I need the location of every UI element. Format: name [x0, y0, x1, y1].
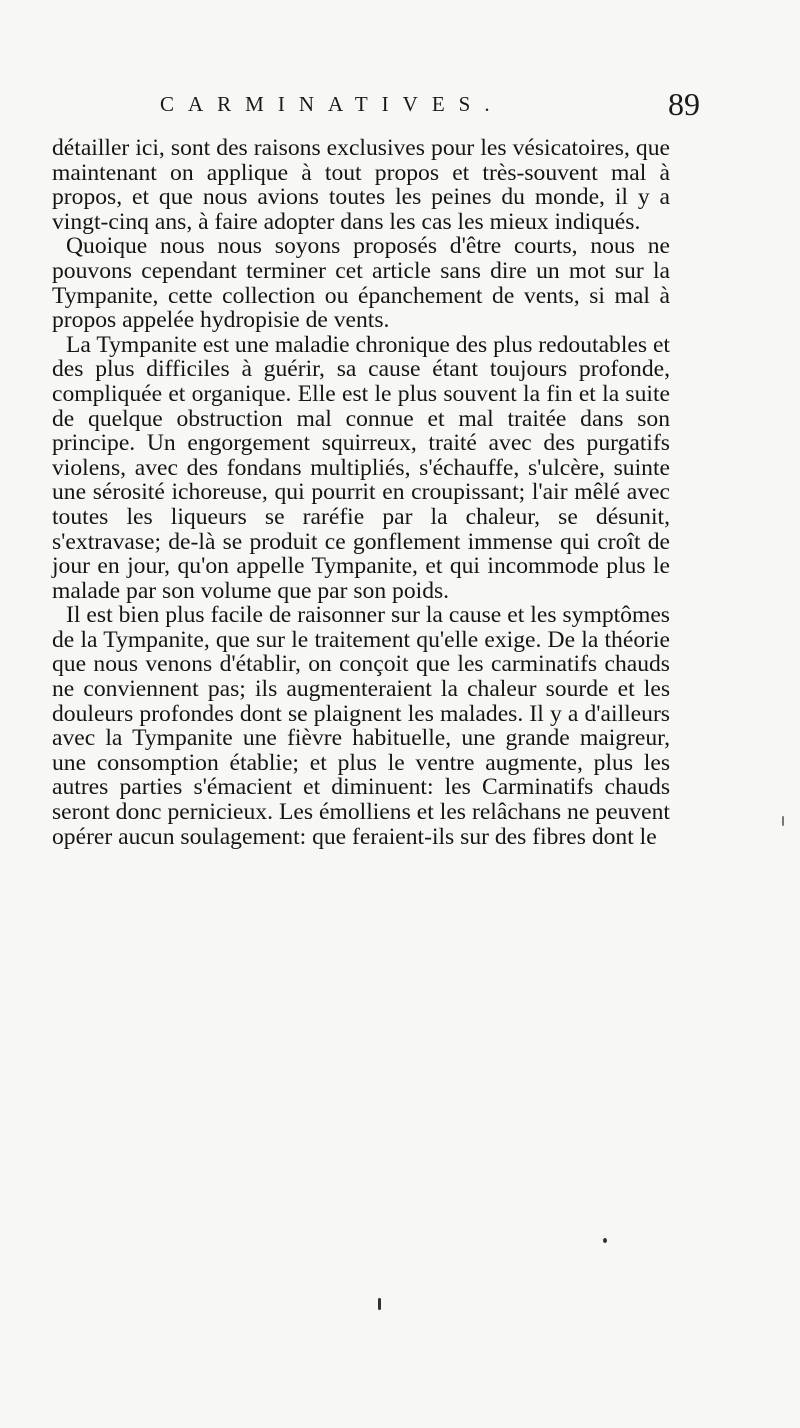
page-number: 89	[668, 86, 700, 122]
running-head: CARMINATIVES.	[160, 92, 504, 116]
paper-speck	[782, 816, 784, 826]
page-header	[160, 86, 700, 130]
paragraph-tympanite-treatment: Il est bien plus facile de raisonner sur la cause et les symptômes de la Tympanite, que sur le traitement qu'elle exige. De la théorie que nous venons d'établir, on conçoit que les carminatifs chauds ne conviennent pas; ils augmenteraient la chaleur sourde et les douleurs profondes dont se plaignent les malades. Il y a d'ailleurs avec la Tympanite une fièvre habituelle, une grande maigreur, une consomption établie; et plus le ventre augmente, plus les autres parties s'émacient et diminuent: les Carminatifs chauds seront donc pernicieux. Les émolliens et les relâchans ne peuvent opérer aucun soulagement: que feraient-ils sur des fibres dont le	[52, 602, 670, 850]
paragraph-tympanite-intro: Quoique nous nous soyons proposés d'être courts, nous ne pouvons cependant terminer cet article sans dire un mot sur la Tympanite, cette collection ou épanchement de vents, si mal à propos appelée hydropisie de vents.	[52, 233, 670, 334]
paragraph-tympanite-description: La Tympanite est une maladie chronique des plus redoutables et des plus difficiles à guérir, sa cause étant toujours profonde, compliquée et organique. Elle est le plus souvent la fin et la suite de quelque obstruction mal connue et mal traitée dans son principe. Un engorgement squirreux, traité avec des purgatifs violens, avec des fondans multipliés, s'échauffe, s'ulcère, suinte une sérosité ichoreuse, qui pourrit en croupissant; l'air mêlé avec toutes les liqueurs se raréfie par la chaleur, se désunit, s'extravase; de-là se produit ce gonflement immense qui croît de jour en jour, qu'on appelle Tympanite, et qui incommode plus le malade par son volume que par son poids.	[52, 331, 670, 604]
body-text	[52, 136, 670, 849]
paper-speck	[603, 1238, 607, 1243]
paper-speck	[378, 1298, 381, 1310]
paragraph-continuation: détailler ici, sont des raisons exclusives pour les vésicatoires, que maintenant on applique à tout propos et très-souvent mal à propos, et que nous avions toutes les peines du monde, il y a vingt-cinq ans, à faire adopter dans les cas les mieux indiqués.	[52, 135, 670, 235]
